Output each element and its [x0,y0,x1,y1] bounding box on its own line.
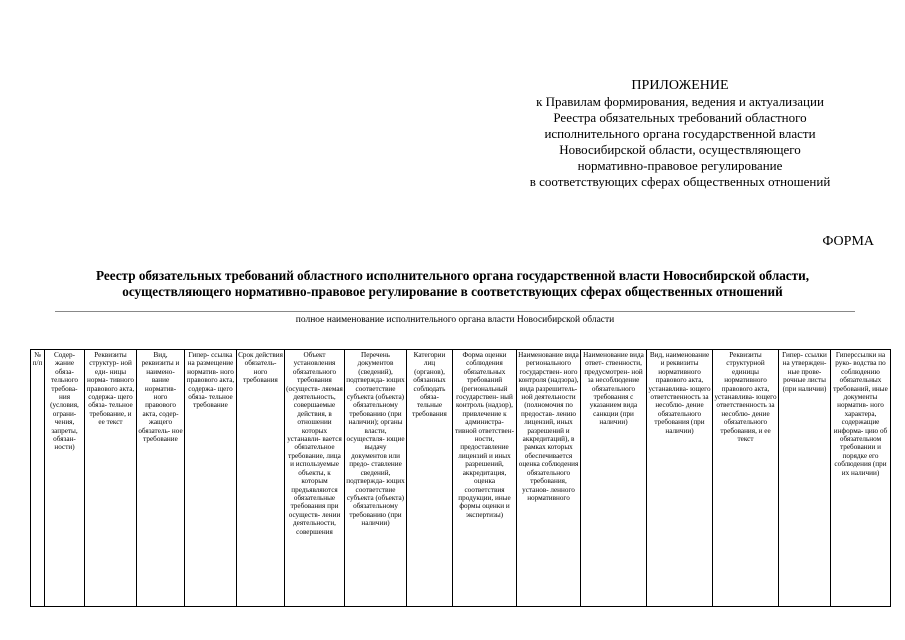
registry-table [30,349,891,607]
table-header-cell: № п/п [31,350,45,607]
table-header-cell: Объект установления обязательного требования (осуществ- ляемая деятельность, совершаемые действия, в отношении которых устанавли- вается обязательное требование, лица и используемые объекты, к которым предъявляются обязательные требования при осуществ- лении деятельности, совершения [285,350,345,607]
org-name-caption: полное наименование исполнительного органа власти Новосибирской области [295,315,615,325]
table-header-cell: Вид, наименование и реквизиты нормативного правового акта, устанавлива- ющего ответственность за несоблю- дение обязательного требования (при наличии) [647,350,713,607]
table-header-cell: Реквизиты структурной единицы нормативного правового акта, устанавлива- ющего ответственность за несоблю- дение обязательного требования, и ее текст [713,350,779,607]
appendix-line: в соответствующих сферах общественных отношений [529,174,831,189]
title-line: осуществляющего нормативно-правовое регулирование в соответствующих сферах общественных отношений [122,284,783,299]
table-header-cell: Содер- жание обяза- тельного требова- ния (условия, ограни- чения, запреты, обязан- ности) [45,350,85,607]
appendix-title: ПРИЛОЖЕНИЕ [631,78,729,93]
table-header-cell: Перечень документов (сведений), подтвержда- ющих соответствие субъекта (объекта) обязательному требованию (при наличии); органы власти, осуществля- ющие выдачу документов или предо- ставление сведений, подтвержда- ющих соответствие субъекта (объекта) обязательному требованию (при наличии) [345,350,407,607]
org-name-underline [55,311,855,312]
table-header-cell: Реквизиты структур- ной еди- ницы норма- тивного правового акта, содержа- щего обяза- тельное требование, и ее текст [85,350,137,607]
appendix-line: исполнительного органа государственной власти [544,126,816,141]
appendix-line: к Правилам формирования, ведения и актуализации [536,94,824,109]
table-header-cell: Вид, реквизиты и наимено- вание норматив- ного правового акта, содер- жащего обязатель- ное требование [137,350,185,607]
table-header-cell: Гипер- ссылки на утвержден- ные прове- рочные листы (при наличии) [779,350,831,607]
appendix-line: Реестра обязательных требований областного [553,110,807,125]
title-line: Реестр обязательных требований областного исполнительного органа государственной власти Новосибирской области, [95,268,810,283]
table-header-cell: Наименование вида регионального государствен- ного контроля (надзора), вида разрешитель- ной деятельности (полномочия по предостав- лению лицензий, иных разрешений и аккредитаций), в рамках которых обеспечивается оценка соблюдения обязательного требования, установ- ленного нормативного [517,350,581,607]
table-header-cell: Категории лиц (органов), обязанных соблюдать обяза- тельные требования [407,350,453,607]
table-header-row [31,350,891,607]
form-label: ФОРМА [822,234,874,249]
appendix-line: Новосибирской области, осуществляющего [559,142,801,157]
appendix-block [480,78,880,190]
table-header-cell: Гиперссылки на руко- водства по соблюдению обязательных требований, иные документы норматив- ного характера, содержащие информа- цию об обязательном требовании и порядке его соблюдения (при их наличии) [831,350,891,607]
table-header-cell: Форма оценки соблюдения обязательных требований (региональный государствен- ный контроль (надзор), привлечение к администра- тивной ответствен- ности, предоставление лицензий и иных разрешений, аккредитация, оценка соответствия продукции, иные формы оценки и экспертизы) [453,350,517,607]
appendix-line: нормативно-правовое регулирование [577,158,783,173]
document-title [20,268,885,300]
table-header-cell: Срок действия обязатель- ного требования [237,350,285,607]
table-header-cell: Наименование вида ответ- ственности, предусмотрен- ной за несоблюдение обязательного требования с указанием вида санкции (при наличии) [581,350,647,607]
table-header-cell: Гипер- ссылка на размещение норматив- ного правового акта, содержа- щего обяза- тельное требование [185,350,237,607]
